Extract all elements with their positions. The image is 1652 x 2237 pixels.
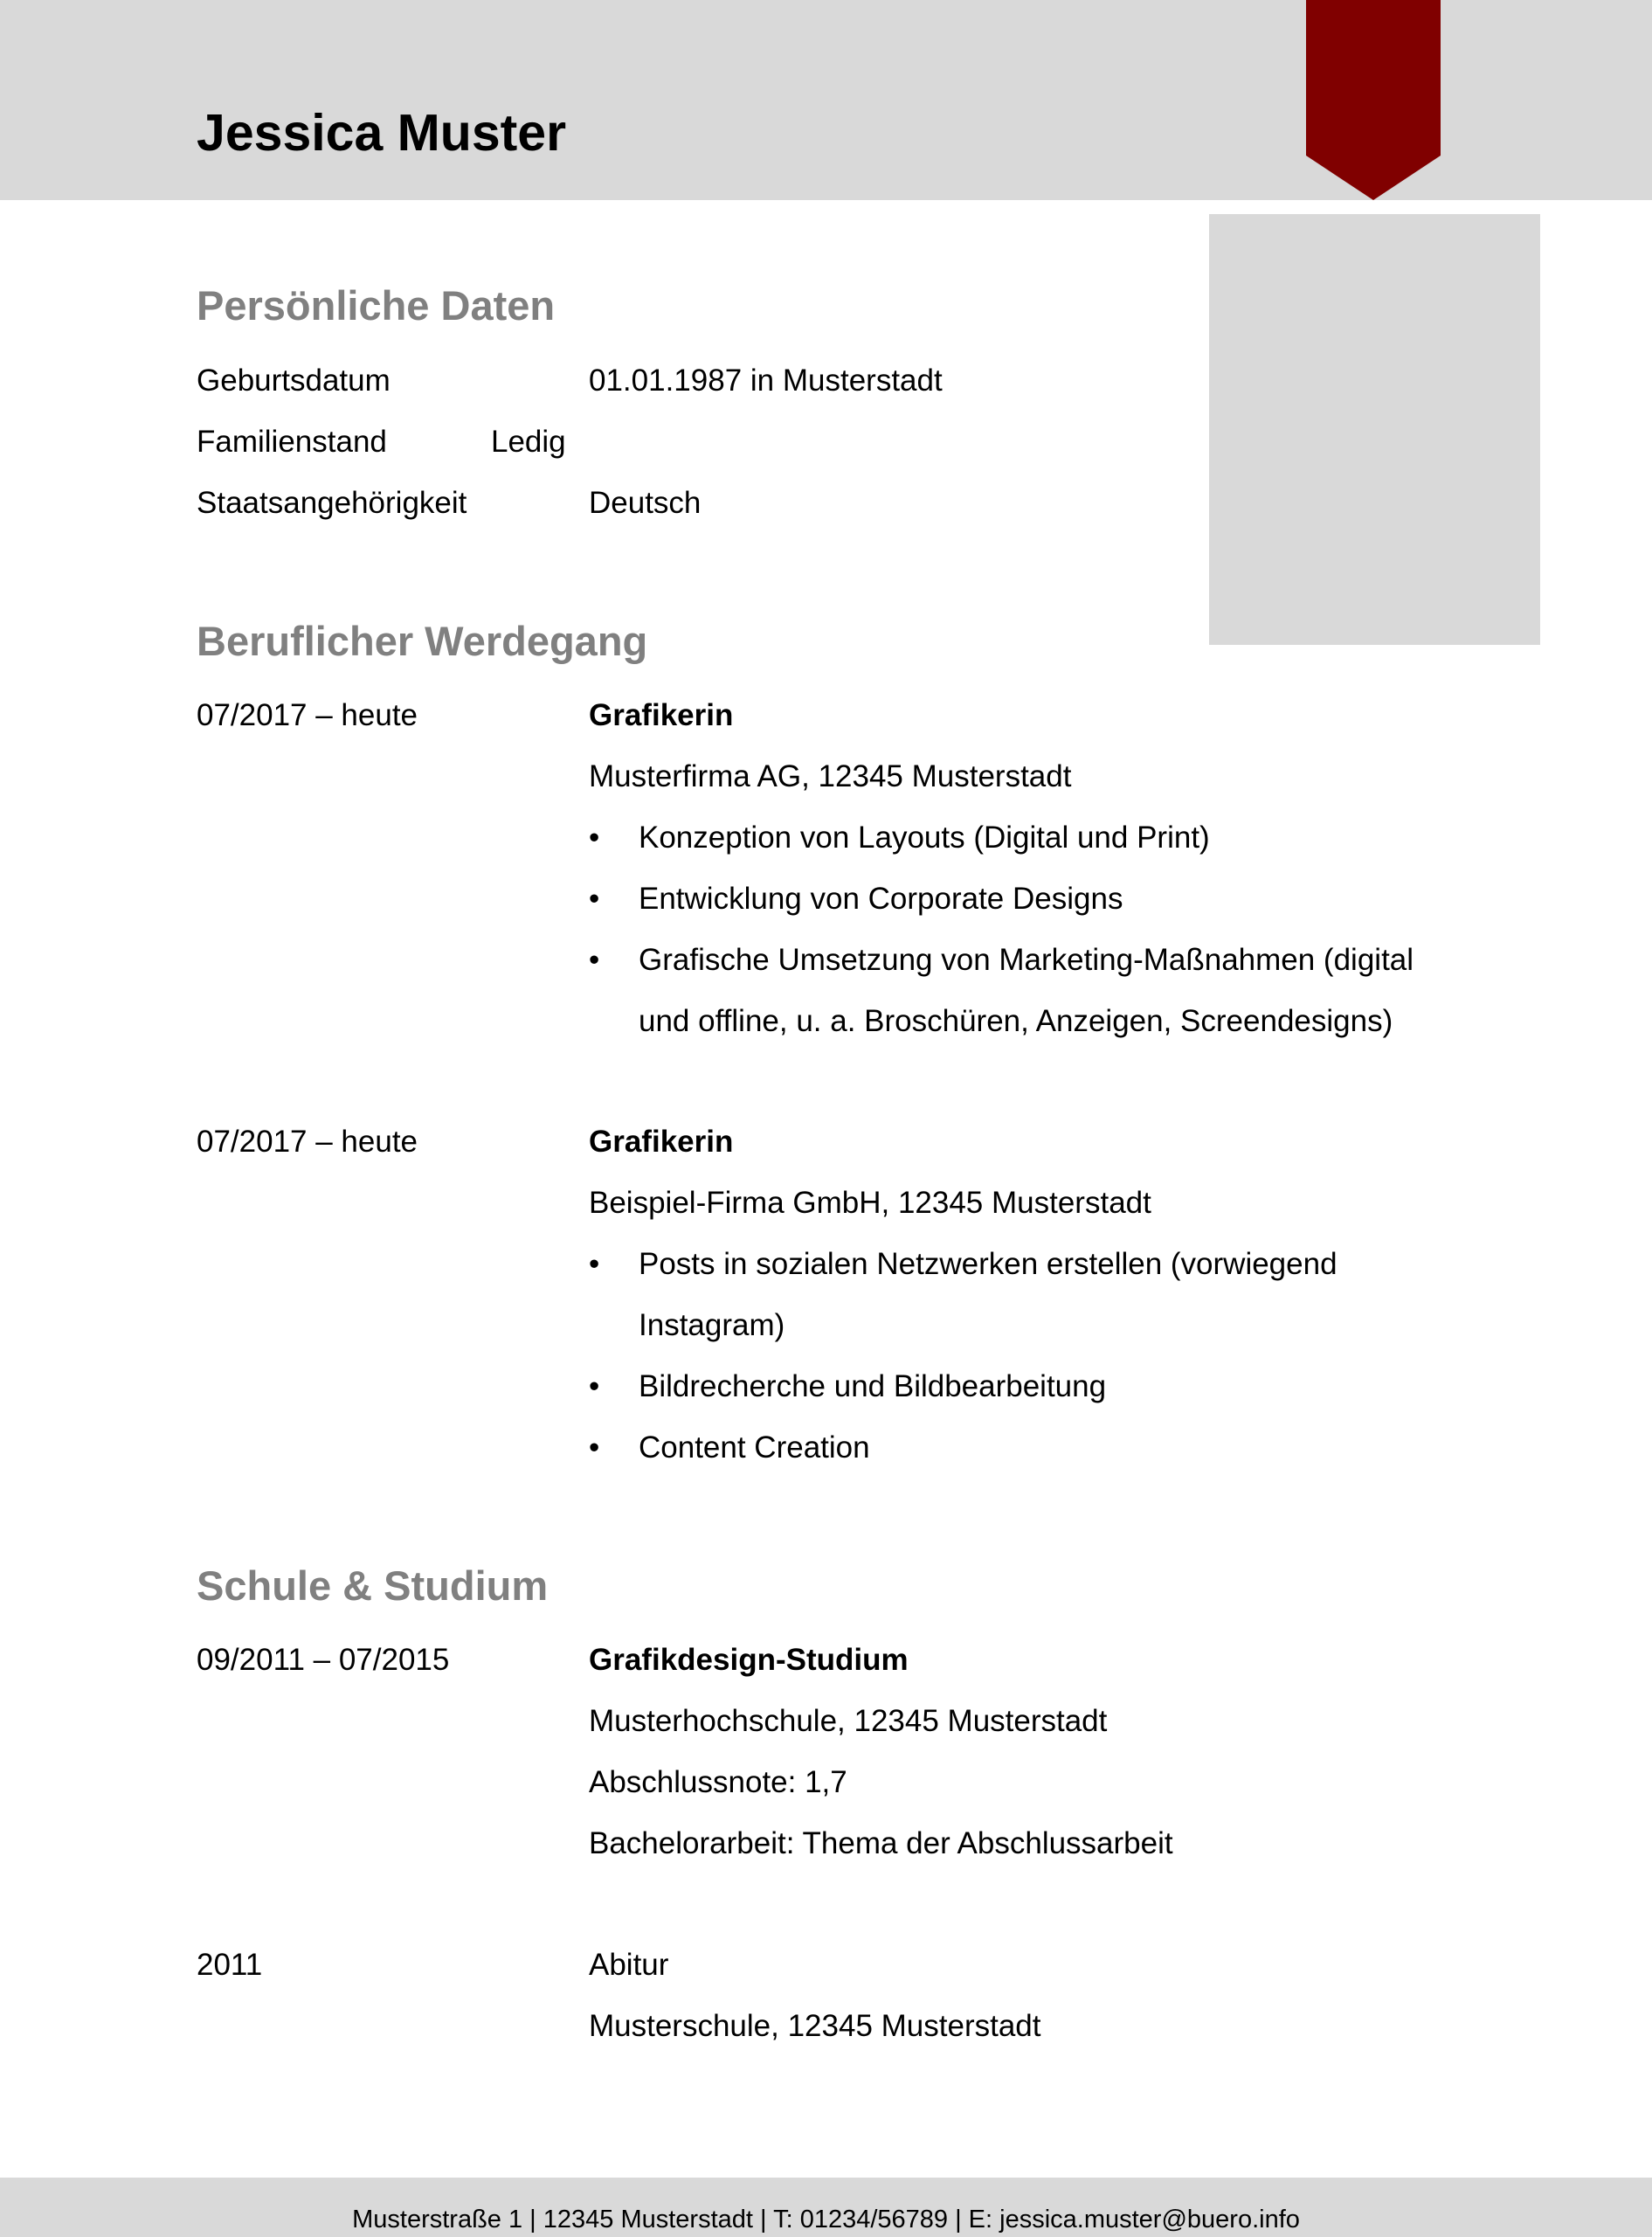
- footer-contact: Musterstraße 1 | 12345 Musterstadt | T: 01234/56789 | E: jessica.muster@buero.info: [352, 2206, 1300, 2234]
- career-entry-1-role: Grafikerin: [589, 698, 734, 732]
- career-entry-1-bullet-2: Entwicklung von Corporate Designs: [639, 882, 1123, 916]
- bullet-icon: •: [589, 943, 600, 977]
- bookmark-ribbon-icon: [1306, 0, 1441, 200]
- career-entry-1-bullet-3-cont: und offline, u. a. Broschüren, Anzeigen, Screendesigns): [639, 1004, 1393, 1038]
- bullet-icon: •: [589, 821, 600, 855]
- education-entry-1-school: Musterhochschule, 12345 Musterstadt: [589, 1704, 1108, 1738]
- personal-label-nationality: Staatsangehörigkeit: [197, 486, 467, 520]
- career-entry-2-bullet-1-cont: Instagram): [639, 1308, 785, 1342]
- career-entry-1-date: 07/2017 – heute: [197, 698, 418, 732]
- career-entry-2-role: Grafikerin: [589, 1125, 734, 1159]
- bullet-icon: •: [589, 1369, 600, 1403]
- education-entry-1-degree: Grafikdesign-Studium: [589, 1643, 909, 1677]
- career-entry-1-bullet-3: Grafische Umsetzung von Marketing-Maßnahmen (digital: [639, 943, 1414, 977]
- education-entry-2-school: Musterschule, 12345 Musterstadt: [589, 2009, 1041, 2043]
- personal-label-marital-status: Familienstand: [197, 425, 387, 459]
- personal-label-birthdate: Geburtsdatum: [197, 364, 391, 398]
- section-title-education: Schule & Studium: [197, 1562, 549, 1609]
- section-title-career: Beruflicher Werdegang: [197, 618, 648, 664]
- bullet-icon: •: [589, 1430, 600, 1465]
- bullet-icon: •: [589, 882, 600, 916]
- career-entry-2-bullet-3: Content Creation: [639, 1430, 870, 1465]
- education-entry-2-degree: Abitur: [589, 1948, 669, 1982]
- personal-value-birthdate: 01.01.1987 in Musterstadt: [589, 364, 943, 398]
- personal-value-marital-status: Ledig: [491, 425, 566, 459]
- career-entry-2-date: 07/2017 – heute: [197, 1125, 418, 1159]
- career-entry-2-bullet-1: Posts in sozialen Netzwerken erstellen (vorwiegend: [639, 1247, 1337, 1281]
- photo-placeholder: [1209, 214, 1540, 645]
- career-entry-2-bullet-2: Bildrecherche und Bildbearbeitung: [639, 1369, 1107, 1403]
- career-entry-1-company: Musterfirma AG, 12345 Musterstadt: [589, 759, 1072, 793]
- career-entry-1-bullet-1: Konzeption von Layouts (Digital und Print): [639, 821, 1210, 855]
- education-entry-1-thesis: Bachelorarbeit: Thema der Abschlussarbeit: [589, 1826, 1173, 1860]
- education-entry-1-grade: Abschlussnote: 1,7: [589, 1765, 847, 1799]
- education-entry-2-date: 2011: [197, 1948, 263, 1982]
- personal-value-nationality: Deutsch: [589, 486, 702, 520]
- education-entry-1-date: 09/2011 – 07/2015: [197, 1643, 450, 1677]
- section-title-personal: Persönliche Daten: [197, 282, 556, 329]
- career-entry-2-company: Beispiel-Firma GmbH, 12345 Musterstadt: [589, 1186, 1151, 1220]
- applicant-name: Jessica Muster: [197, 104, 567, 162]
- bullet-icon: •: [589, 1247, 600, 1281]
